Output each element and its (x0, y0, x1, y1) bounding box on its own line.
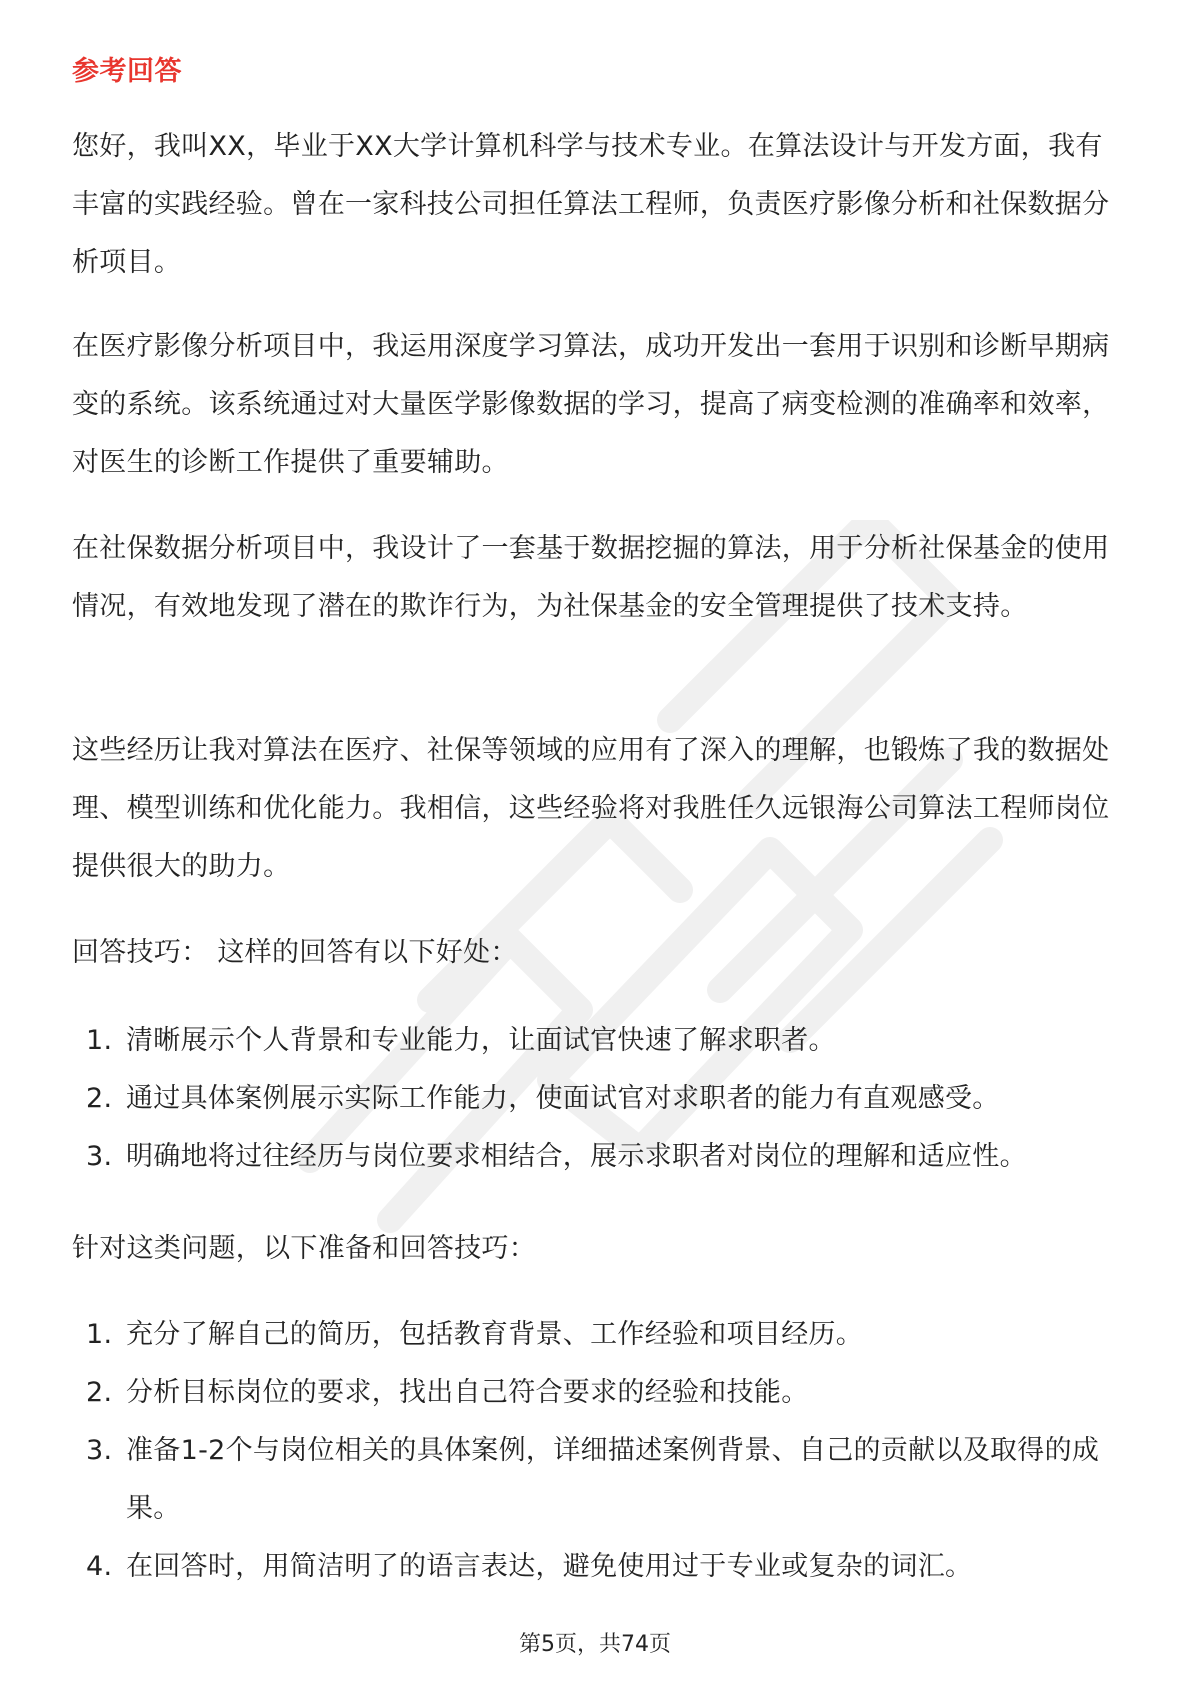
list-number: 4. (86, 1551, 113, 1582)
list-text: 清晰展示个人背景和专业能力，让面试官快速了解求职者。 (126, 1025, 836, 1056)
list-number: 3. (86, 1141, 113, 1172)
tips-list (72, 1306, 1120, 1596)
list-item (72, 1364, 1120, 1422)
list-text: 通过具体案例展示实际工作能力，使面试官对求职者的能力有直观感受。 (126, 1083, 1000, 1114)
paragraph-tips-intro: 回答技巧： 这样的回答有以下好处： (72, 937, 518, 968)
list-text: 分析目标岗位的要求，找出自己符合要求的经验和技能。 (126, 1377, 809, 1408)
list-item (72, 1128, 1120, 1186)
paragraph-medical-project: 在医疗影像分析项目中，我运用深度学习算法，成功开发出一套用于识别和诊断早期病变的系统。该系统通过对大量医学影像数据的学习，提高了病变检测的准确率和效率，对医生的诊断工作提供了重要辅助。 (72, 331, 1110, 478)
list-item (72, 1422, 1120, 1538)
list-text: 准备1-2个与岗位相关的具体案例，详细描述案例背景、自己的贡献以及取得的成果。 (126, 1435, 1100, 1524)
list-number: 2. (86, 1083, 113, 1114)
section-heading: 参考回答 (72, 56, 182, 87)
list-number: 2. (86, 1377, 113, 1408)
page-footer: 第5页，共74页 (519, 1632, 671, 1657)
paragraph-intro: 您好，我叫XX，毕业于XX大学计算机科学与技术专业。在算法设计与开发方面，我有丰富的实践经验。曾在一家科技公司担任算法工程师，负责医疗影像分析和社保数据分析项目。 (72, 131, 1110, 278)
list-item (72, 1012, 1120, 1070)
list-number: 1. (86, 1319, 113, 1350)
list-number: 3. (86, 1435, 113, 1466)
list-number: 1. (86, 1025, 113, 1056)
list-text: 明确地将过往经历与岗位要求相结合，展示求职者对岗位的理解和适应性。 (126, 1141, 1027, 1172)
list-text: 充分了解自己的简历，包括教育背景、工作经验和项目经历。 (126, 1319, 864, 1350)
list-text: 在回答时，用简洁明了的语言表达，避免使用过于专业或复杂的词汇。 (126, 1551, 973, 1582)
list-item (72, 1538, 1120, 1596)
paragraph-prep-intro: 针对这类问题，以下准备和回答技巧： (72, 1233, 537, 1264)
list-item (72, 1306, 1120, 1364)
benefits-list (72, 1012, 1120, 1186)
paragraph-summary: 这些经历让我对算法在医疗、社保等领域的应用有了深入的理解，也锻炼了我的数据处理、模型训练和优化能力。我相信，这些经验将对我胜任久远银海公司算法工程师岗位提供很大的助力。 (72, 735, 1110, 882)
paragraph-social-security-project: 在社保数据分析项目中，我设计了一套基于数据挖掘的算法，用于分析社保基金的使用情况，有效地发现了潜在的欺诈行为，为社保基金的安全管理提供了技术支持。 (72, 533, 1110, 622)
list-item (72, 1070, 1120, 1128)
